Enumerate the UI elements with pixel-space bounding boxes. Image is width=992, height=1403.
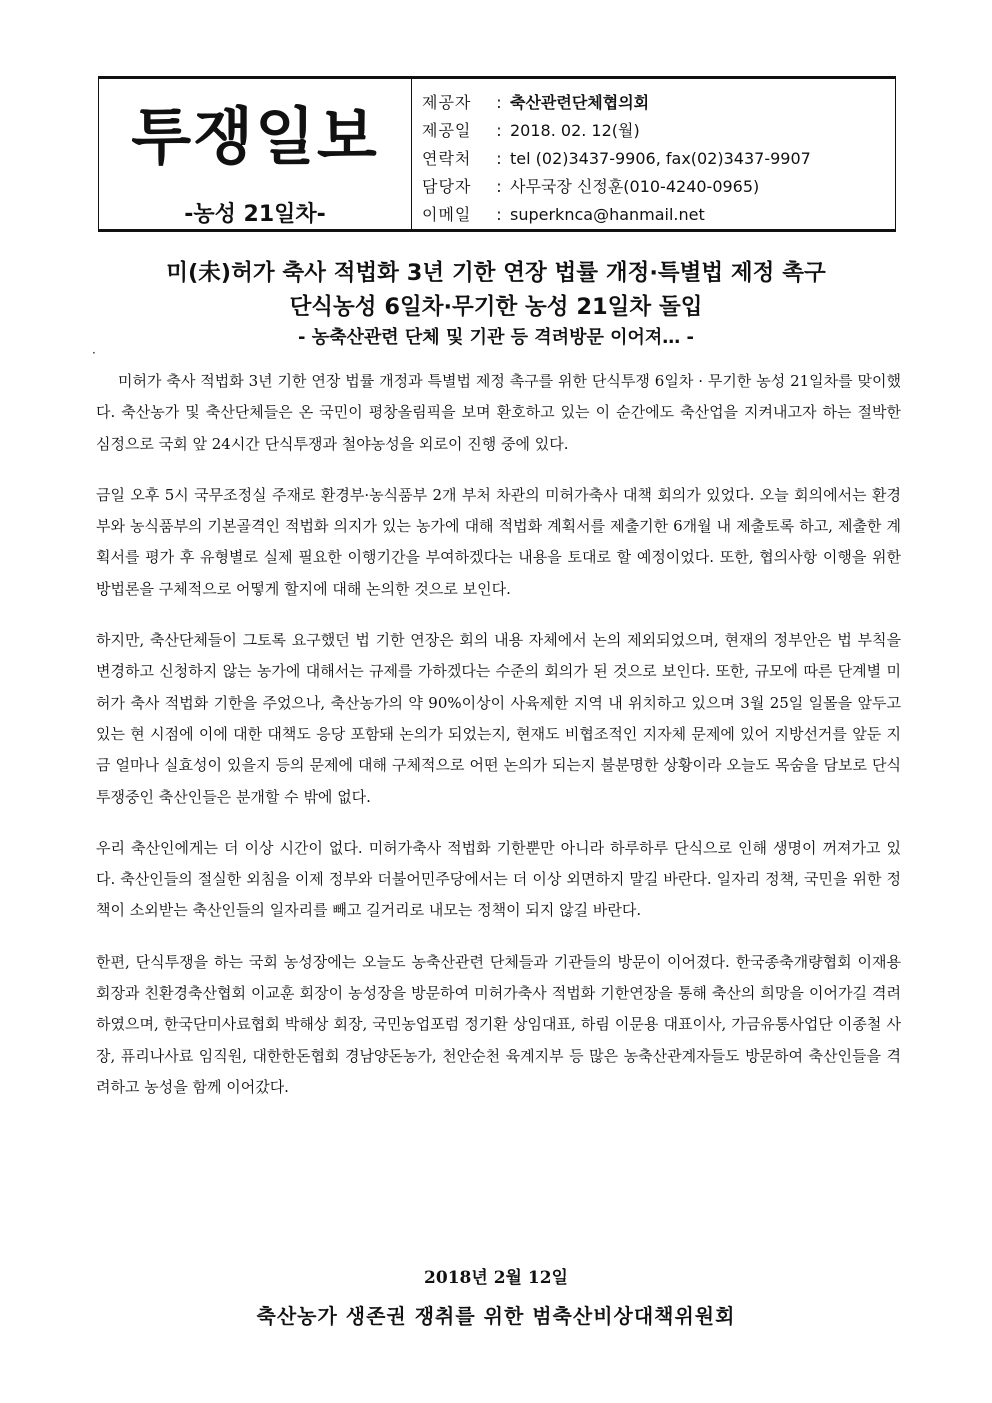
masthead	[99, 79, 412, 229]
info-value: 사무국장 신정훈(010-4240-0965)	[510, 177, 760, 196]
info-row-email	[422, 201, 895, 229]
info-row-contact	[422, 145, 895, 173]
headline-secondary: 단식농성 6일차·무기한 농성 21일차 돌입	[289, 294, 703, 320]
info-label: 이메일	[422, 205, 472, 224]
paragraph: 하지만, 축산단체들이 그토록 요구했던 법 기한 연장은 회의 내용 자체에서 논의 제외되었으며, 현재의 정부안은 법 부칙을 변경하고 신청하지 않는 농가에 대해서는 규제를 가하겠다는 수준의 회의가 된 것으로 보인다. 또한, 규모에 따른 단계별 미허가 축사 적법화 기한을 주었으나, 축산농가의 약 90%이상이 사육제한 지역 내 위치하고 있으며 3월 25일 일몰을 앞두고 있는 현 시점에 이에 대한 대책도 응당 포함돼 논의가 되었는지, 현재도 비협조적인 지자체 문제에 있어 지방선거를 앞둔 지금 얼마나 실효성이 있을지 등의 문제에 대해 구체적으로 어떤 논의가 되는지 불분명한 상황이라 오늘도 목숨을 담보로 단식투쟁중인 축산인들은 분개할 수 밖에 없다.	[96, 631, 901, 806]
info-row-provider	[422, 89, 895, 117]
article-body	[96, 366, 901, 1123]
info-separator: :	[496, 205, 502, 224]
info-label: 담당자	[422, 177, 472, 196]
info-label: 연락처	[422, 149, 472, 168]
paragraph: 한편, 단식투쟁을 하는 국회 농성장에는 오늘도 농축산관련 단체들과 기관들의 방문이 이어졌다. 한국종축개량협회 이재용 회장과 친환경축산협회 이교훈 회장이 농성장을 방문하여 미허가축사 적법화 기한연장을 통해 축산의 희망을 이어가길 격려하였으며, 한국단미사료협회 박해상 회장, 국민농업포럼 정기환 상임대표, 하림 이문용 대표이사, 가금유통사업단 이종철 사장, 퓨리나사료 임직원, 대한한돈협회 경남양돈농가, 천안순천 육계지부 등 많은 농축산관계자들도 방문하여 축산인들을 격려하고 농성을 함께 이어갔다.	[96, 952, 901, 1096]
issue-date: 2018년 2월 12일	[424, 1268, 568, 1288]
newsletter-subtitle: -농성 21일차-	[184, 202, 326, 227]
paragraph: 금일 오후 5시 국무조정실 주재로 환경부·농식품부 2개 부처 차관의 미허가축사 대책 회의가 있었다. 오늘 회의에서는 환경부와 농식품부의 기본골격인 적법화 의지가 있는 농가에 대해 적법화 계획서를 제출기한 6개월 내 제출토록 하고, 제출한 계획서를 평가 후 유형별로 실제 필요한 이행기간을 부여하겠다는 내용을 토대로 할 예정이었다. 또한, 협의사항 이행을 위한 방법론을 구체적으로 어떻게 할지에 대해 논의한 것으로 보인다.	[96, 485, 901, 598]
info-separator: :	[496, 149, 502, 168]
newsletter-title: 투쟁일보	[131, 100, 379, 173]
email-value: superknca@hanmail.net	[510, 205, 705, 224]
info-separator: :	[496, 177, 502, 196]
paragraph: 미허가 축사 적법화 3년 기한 연장 법률 개정과 특별법 제정 촉구를 위한 단식투쟁 6일차 · 무기한 농성 21일차를 맞이했다. 축산농가 및 축산단체들은 온 국민이 평창올림픽을 보며 환호하고 있는 이 순간에도 축산업을 지켜내고자 하는 절박한 심정으로 국회 앞 24시간 단식투쟁과 철야농성을 외로이 진행 중에 있다.	[96, 372, 901, 453]
info-label: 제공자	[422, 93, 472, 112]
headline-main: 미(未)허가 축사 적법화 3년 기한 연장 법률 개정·특별법 제정 촉구	[166, 260, 826, 286]
info-row-manager	[422, 173, 895, 201]
issuing-organization: 축산농가 생존권 쟁취를 위한 범축산비상대책위원회	[256, 1304, 736, 1328]
info-separator: :	[496, 93, 502, 112]
info-label: 제공일	[422, 121, 472, 140]
headline-subtitle: - 농축산관련 단체 및 기관 등 격려방문 이어져… -	[297, 327, 695, 348]
header-box	[98, 76, 896, 232]
paragraph: 우리 축산인에게는 더 이상 시간이 없다. 미허가축사 적법화 기한뿐만 아니라 하루하루 단식으로 인해 생명이 꺼져가고 있다. 축산인들의 절실한 외침을 이제 정부와 더불어민주당에서는 더 이상 외면하지 말길 바란다. 일자리 정책, 국민을 위한 정책이 소외받는 축산인들의 일자리를 빼고 길거리로 내모는 정책이 되지 않길 바란다.	[96, 838, 901, 920]
info-value: tel (02)3437-9906, fax(02)3437-9907	[510, 149, 811, 168]
info-separator: :	[496, 121, 502, 140]
info-value: 2018. 02. 12(월)	[510, 121, 640, 140]
bullet-dot: ·	[92, 346, 96, 360]
contact-info	[412, 79, 895, 229]
info-value: 축산관련단체협의회	[510, 93, 650, 112]
info-row-date	[422, 117, 895, 145]
